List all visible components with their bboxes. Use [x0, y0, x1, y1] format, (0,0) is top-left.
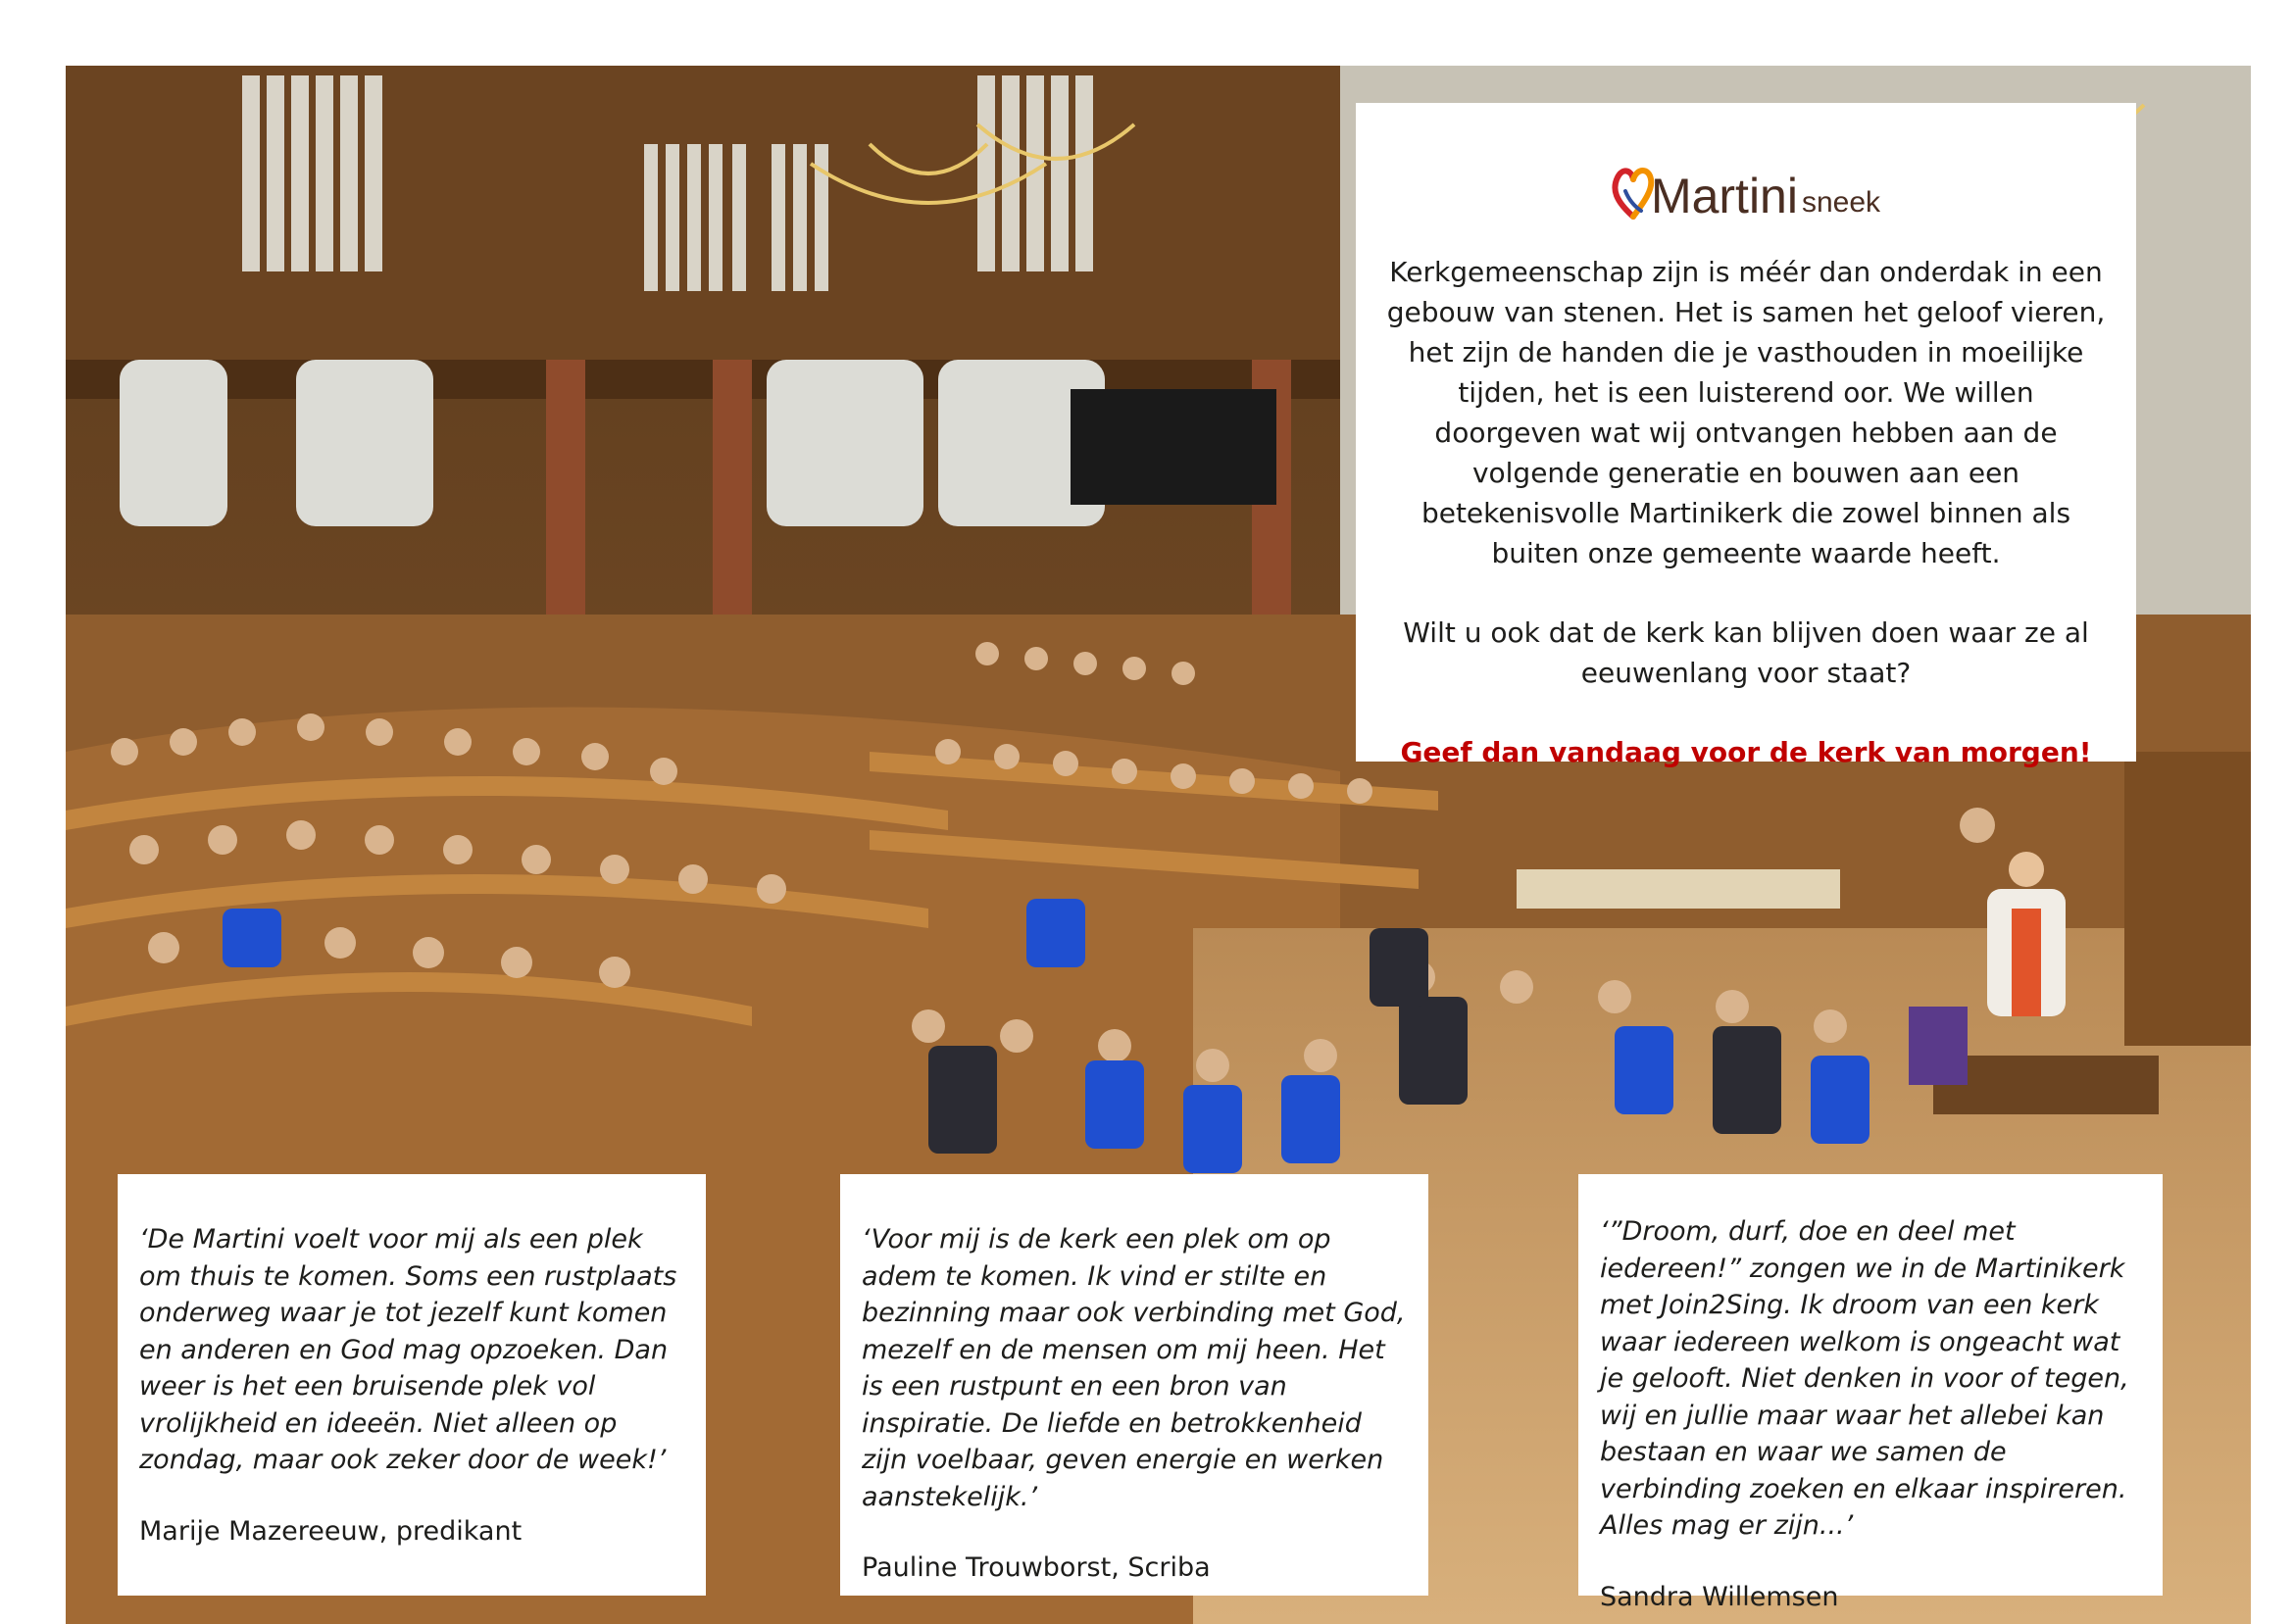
- quote-text: ‘”Droom, durf, doe en deel met iedereen!” zongen we in de Martinikerk met Join2Sing. Ik droom van een kerk waar iedereen welkom is ongeacht wat je gelooft. Niet denken in voor of tegen, wij en jullie maar waar het allebei kan bestaan en waar we samen de verbinding zoeken en elkaar inspireren. Alles mag er zijn...’: [1600, 1216, 2129, 1541]
- quote-author: Sandra Willemsen: [1600, 1581, 1839, 1612]
- quote-text: ‘De Martini voelt voor mij als een plek om thuis te komen. Soms een rustplaats onderweg waar je tot jezelf kunt komen en anderen en God mag opzoeken. Dan weer is het een bruisende plek vol vrolijkheid en ideeën. Niet alleen op zondag, maar ook zeker door de week!’: [139, 1224, 677, 1475]
- martini-sneek-logo: [1385, 147, 2107, 221]
- quote-text: ‘Voor mij is de kerk een plek om op adem te komen. Ik vind er stilte en bezinning maar ook verbinding met God, mezelf en de mensen om mij heen. Het is een rustpunt en een bron van inspiratie. De liefde en betrokkenheid zijn voelbaar, geven energie en werken aanstekelijk.’: [862, 1224, 1406, 1512]
- main-message-card: [1356, 103, 2136, 768]
- heart-logo-icon: [1612, 162, 1655, 221]
- call-to-action: Geef dan vandaag voor de kerk van morgen!: [1400, 736, 2092, 768]
- logo-wordmark: Martini: [1650, 169, 1798, 223]
- main-question: Wilt u ook dat de kerk kan blijven doen waar ze al eeuwenlang voor staat?: [1403, 616, 2089, 689]
- quote-author: Marije Mazereeuw, predikant: [139, 1515, 523, 1547]
- main-paragraph: Kerkgemeenschap zijn is méér dan onderdak in een gebouw van stenen. Het is samen het geloof vieren, het zijn de handen die je vasthouden in moeilijke tijden, het is een luisterend oor. We willen doorgeven wat wij ontvangen hebben aan de volgende generatie en bouwen aan een betekenisvolle Martinikerk die zowel binnen als buiten onze gemeente waarde heeft.: [1386, 256, 2106, 569]
- quote-card-2: [840, 1174, 1428, 1596]
- quote-card-1: [118, 1174, 706, 1596]
- quote-author: Pauline Trouwborst, Scriba: [862, 1552, 1211, 1583]
- quote-card-3: [1578, 1174, 2163, 1612]
- logo-suffix: sneek: [1801, 186, 1881, 219]
